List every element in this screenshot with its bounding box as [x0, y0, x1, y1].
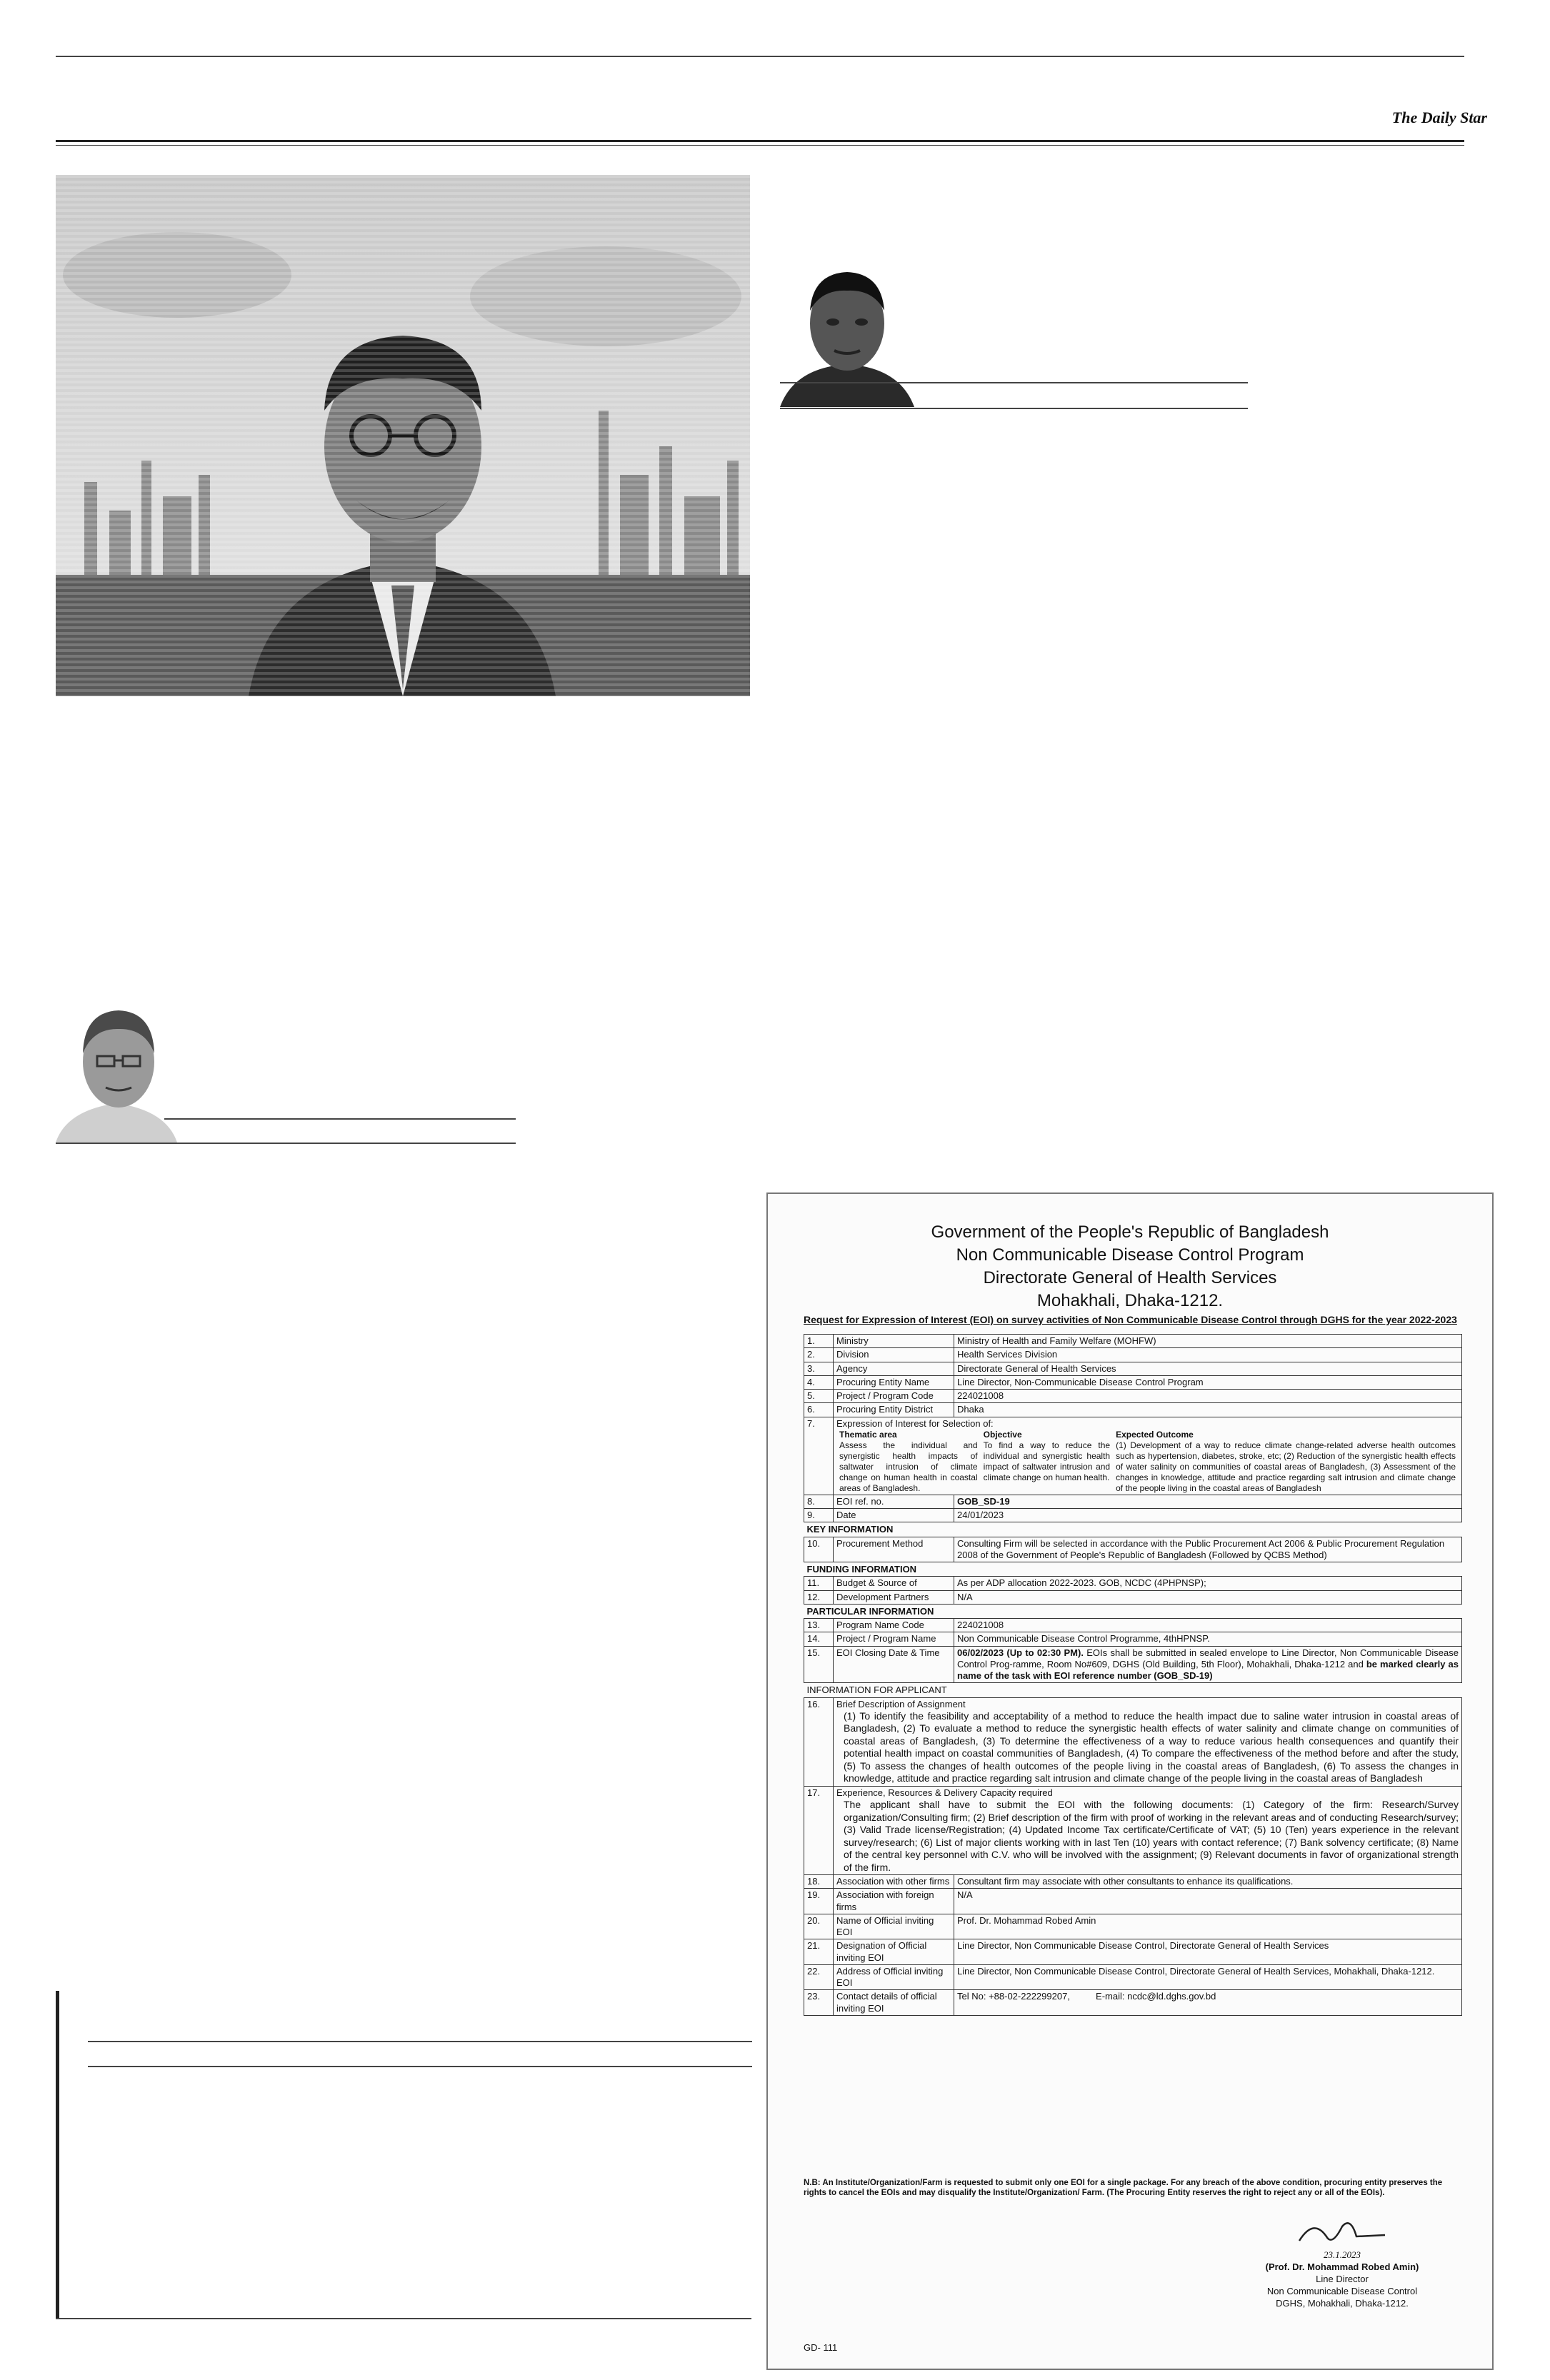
- header-rule-thin: [56, 145, 1464, 146]
- outcome-text: (1) Development of a way to reduce climate change-related adverse health outcomes such as hypertension, diabetes, stroke, etc; (2) Reduction of the synergistic health effects of water salinity on communities of coastal areas of Bangladesh, (3) Assessment of the changes in knowledge, attitude and practice regarding salt intrusion and climate change of the people living in the coastal areas of Bangladesh: [1116, 1440, 1456, 1493]
- objective-head: Objective: [983, 1429, 1022, 1440]
- row7-label: Expression of Interest for Selection of:: [836, 1417, 994, 1429]
- table-row: 17. Experience, Resources & Delivery Capacity required The applicant shall have to submit the EOI with the following documents: (1) Category of the firm: Research/Survey organization/Consulting firm; (2) Brief description of the firm with proof of working in the relevant areas and of conducting Research/survey; (3) Valid Trade license/Registration; (4) Updated Income Tax certificate/Certificate of VAT; (5) 10 (Ten) years experience in the relevant survey/research; (6) List of major clients working with in last Ten (10) years with contact reference; (7) Bank solvency certificate; (8) Name of the central key personnel with C.V. who will be involved with the assignment; (9) Relevant documents in favor of organizational strength of the firm.: [804, 1786, 1462, 1874]
- objective-text: To find a way to reduce the individual and synergistic health impact of saltwater intrusion and climate change on human health.: [983, 1440, 1111, 1482]
- signatory-name: (Prof. Dr. Mohammad Robed Amin): [1265, 2261, 1419, 2272]
- section-header: FUNDING INFORMATION: [804, 1562, 1462, 1577]
- eoi-notice: [766, 1192, 1494, 2370]
- notice-heading-3: Directorate General of Health Services: [983, 1268, 1277, 1287]
- table-row: 3. Agency Directorate General of Health Services: [804, 1362, 1462, 1375]
- top-rule: [56, 56, 1464, 57]
- masthead-logo: The Daily Star: [1391, 109, 1487, 126]
- thematic-head: Thematic area: [839, 1429, 897, 1440]
- table-row: 2. Division Health Services Division: [804, 1348, 1462, 1362]
- panel-rule-1: [88, 2041, 752, 2042]
- table-row: 19. Association with foreign firms N/A: [804, 1889, 1462, 1914]
- signature-mark: [1285, 2215, 1399, 2249]
- table-row: 12. Development Partners N/A: [804, 1590, 1462, 1604]
- table-row: 21. Designation of Official inviting EOI Line Director, Non Communicable Disease Control, Directorate General of Health Services: [804, 1939, 1462, 1965]
- section-header: KEY INFORMATION: [804, 1522, 1462, 1537]
- nb-note: N.B: An Institute/Organization/Farm is requested to submit only one EOI for a single package. For any breach of the above condition, procuring entity preserves the rights to cancel the EOIs and may disqualify the Institute/Organization/ Farm. (The Procuring Entity reserves the right to reject any or all of the EOIs).: [804, 2179, 1443, 2198]
- signatory-title-2: Non Communicable Disease Control: [1266, 2285, 1418, 2296]
- table-row: 8. EOI ref. no. GOB_SD-19: [804, 1495, 1462, 1508]
- byline-rule-left-2: [56, 1143, 516, 1144]
- footer-code: GD- 111: [804, 2342, 838, 2353]
- table-row: 14. Project / Program Name Non Communicable Disease Control Programme, 4thHPNSP.: [804, 1632, 1462, 1646]
- section-header: PARTICULAR INFORMATION: [804, 1604, 1462, 1618]
- columnist-portrait-right: [780, 261, 914, 407]
- thematic-text: Assess the individual and synergistic health impacts of saltwater intrusion of climate change on human health in coastal areas of Bangladesh.: [839, 1440, 978, 1493]
- table-row: 10. Procurement Method Consulting Firm will be selected in accordance with the Public Procurement Act 2006 & Public Procurement Regulation 2008 of the Government of People's Republic of Bangladesh (Followed by QCBS Method): [804, 1537, 1462, 1562]
- main-photo: [56, 175, 750, 696]
- table-row: 22. Address of Official inviting EOI Line Director, Non Communicable Disease Control, Directorate General of Health Services, Mohakhali, Dhaka-1212.: [804, 1964, 1462, 1990]
- bottom-rule-left: [56, 2318, 751, 2319]
- table-row: 1. Ministry Ministry of Health and Family Welfare (MOHFW): [804, 1335, 1462, 1348]
- notice-heading-1: Government of the People's Republic of Bangladesh: [931, 1222, 1329, 1242]
- table-row: 20. Name of Official inviting EOI Prof. Dr. Mohammad Robed Amin: [804, 1914, 1462, 1939]
- table-row: 18. Association with other firms Consultant firm may associate with other consultants to enhance its qualifications.: [804, 1875, 1462, 1889]
- table-row: 13. Program Name Code 224021008: [804, 1619, 1462, 1632]
- byline-rule-left: [164, 1118, 516, 1120]
- table-row: 11. Budget & Source of As per ADP allocation 2022-2023. GOB, NCDC (4PHPNSP);: [804, 1577, 1462, 1590]
- signatory-title-3: DGHS, Mohakhali, Dhaka-1212.: [1276, 2297, 1409, 2309]
- thematic-grid: [836, 1430, 1459, 1494]
- byline-rule-2: [780, 408, 1248, 409]
- signature-block: [1235, 2215, 1449, 2309]
- boxed-panel: [56, 1991, 755, 2318]
- eoi-table: [804, 1334, 1462, 2016]
- byline-rule: [780, 382, 1248, 383]
- signature-date: 23.1.2023: [1324, 2249, 1361, 2260]
- eoi-title: Request for Expression of Interest (EOI) on survey activities of Non Communicable Disease Control through DGHS for the year 2022-2023: [804, 1314, 1457, 1325]
- table-row: 9. Date 24/01/2023: [804, 1509, 1462, 1522]
- table-row: 16. Brief Description of Assignment (1) To identify the feasibility and acceptability of a method to reduce the health impact due to saline water intrusion in coastal areas of Bangladesh, (2) To evaluate a method to reduce the synergistic health effects of water salinity and climate change on communities of coastal areas of Bangladesh, (3) To determine the effectiveness of a way to reduce various health consequences and quantify their potential health impact on coastal communities of Bangladesh, (4) To compare the effectiveness of the method before and after the study, (5) To assess the changes of health outcomes of the people living in the coastal areas of Bangladesh, (6) To assess the changes in knowledge, attitude and practice regarding salt intrusion and climate change of the people living in the coastal areas of Bangladesh: [804, 1697, 1462, 1786]
- signatory-title-1: Line Director: [1316, 2273, 1369, 2284]
- table-row: 15. EOI Closing Date & Time 06/02/2023 (Up to 02:30 PM). EOIs shall be submitted in sealed envelope to Line Director, Non Communicable Disease Control Prog-ramme, Room No#609, DGHS (Old Building, 5th Floor), Mohakhali, Dhaka-1212 and be marked clearly as name of the task with EOI reference number (GOB_SD-19): [804, 1646, 1462, 1683]
- table-row: 7. Expression of Interest for Selection of: Thematic area Assess the individual and synergistic health impacts of saltwater intrusion of climate change on human health in coastal areas of Bangladesh. Objective To find a way to reduce the individual and synergistic health impact of saltwater intrusion and climate change on human health. Expected Outcome (1) Development of a way to reduce climate change-related adverse health outcomes such as hypertension, diabetes, stroke, etc; (2) Reduction of the synergistic health effects of water salinity on communities of coastal areas of Bangladesh, (3) Assessment of the changes in knowledge, attitude and practice regarding salt intrusion and climate change of the people living in the coastal areas of Bangladesh: [804, 1417, 1462, 1495]
- panel-rule-2: [88, 2066, 752, 2067]
- table-row: 5. Project / Program Code 224021008: [804, 1390, 1462, 1403]
- table-row: 6. Procuring Entity District Dhaka: [804, 1403, 1462, 1417]
- notice-heading-2: Non Communicable Disease Control Program: [956, 1245, 1304, 1265]
- header-rule: [56, 140, 1464, 142]
- section-header: INFORMATION FOR APPLICANT: [804, 1683, 1462, 1697]
- notice-heading-4: Mohakhali, Dhaka-1212.: [1036, 1291, 1224, 1310]
- outcome-head: Expected Outcome: [1116, 1429, 1194, 1440]
- columnist-portrait-left: [56, 996, 177, 1143]
- table-row: 23. Contact details of official inviting EOI Tel No: +88-02-222299207, E-mail: ncdc@ld.dghs.gov.bd: [804, 1990, 1462, 2016]
- table-row: 4. Procuring Entity Name Line Director, Non-Communicable Disease Control Program: [804, 1375, 1462, 1389]
